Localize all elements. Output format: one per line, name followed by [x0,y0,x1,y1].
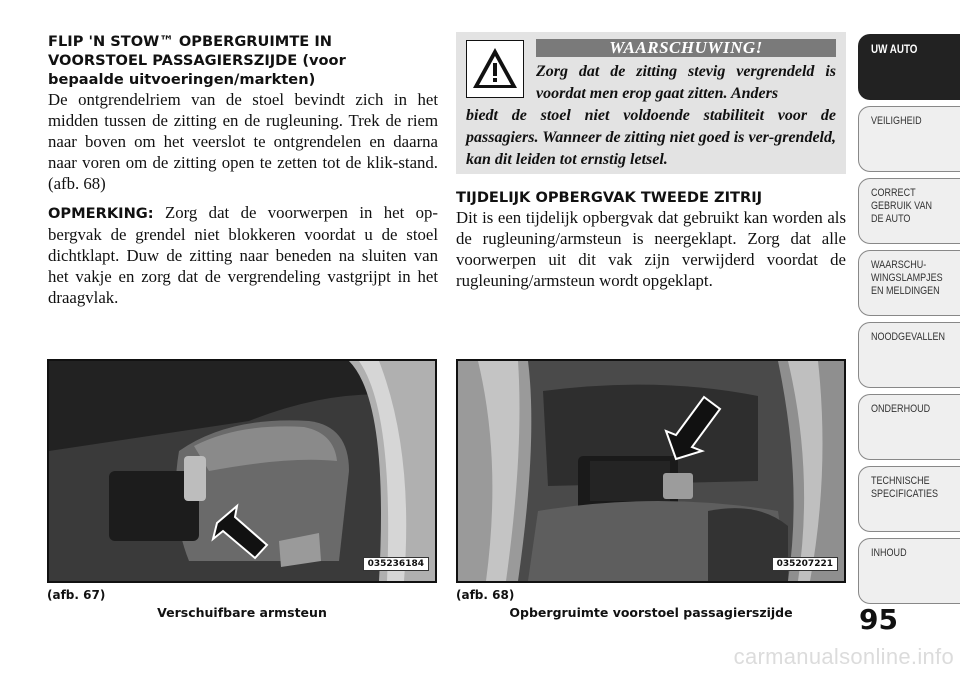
sidebar-tab-label: CORRECT GEBRUIK VAN DE AUTO [871,187,932,225]
note-paragraph [48,202,438,308]
right-column [456,32,846,291]
photo-code: 035236184 [363,557,429,571]
sidebar-tab-waarschuwingslampjes[interactable] [858,250,960,316]
sidebar-tab-label: UW AUTO [871,42,918,56]
sidebar-tab-correct-gebruik[interactable] [858,178,960,244]
warning-box [456,32,846,174]
figure-caption: Opbergruimte voorstoel passagierszijde [509,605,793,620]
armrest-photo-illustration [49,361,435,581]
heading-line: FLIP 'N STOW™ OPBERGRUIMTE IN [48,33,332,50]
sidebar-tab-label: ONDERHOUD [871,403,931,415]
left-column [48,32,438,308]
note-text: Zorg dat de voorwerpen in het op-bergvak de grendel niet blokkeren voordat u de stoel dichtklapt. Duw de zitting naar beneden na sluiten van het vakje en zorg dat de vergrendeling vastgrijpt in het draagvlak. [48,203,438,307]
chapter-sidebar [858,34,960,610]
sidebar-tab-onderhoud[interactable] [858,394,960,460]
sidebar-tab-noodgevallen[interactable] [858,322,960,388]
sidebar-tab-label: TECHNISCHE SPECIFICATIES [871,475,938,500]
watermark[interactable]: carmanualsonline.info [733,644,954,669]
sidebar-tab-inhoud[interactable] [858,538,960,604]
warning-text-indented: Zorg dat de zitting stevig vergrendeld is voordat men erop gaat zitten. Anders [536,63,836,102]
storage-bin-photo-illustration [458,361,844,581]
figure-number: (afb. 68) [456,588,515,602]
warning-text-rest: biedt de stoel niet voldoende stabiliteit voor de passagiers. Wanneer de zitting niet goed is ver-grendeld, kan dit leiden tot ernstig letsel. [466,107,836,168]
section-heading-second-row: TIJDELIJK OPBERGVAK TWEEDE ZITRIJ [456,189,763,206]
note-label: OPMERKING: [48,205,154,222]
body-paragraph: De ontgrendelriem van de stoel bevindt zich in het midden tussen de zitting en de rugleuning. Trek de riem naar boven om het veerslot te ontgrendelen en daarna naar voren om de zitting open te zetten tot de klik-stand. (afb. 68) [48,90,438,193]
heading-line: bepaalde uitvoeringen/markten) [48,71,316,88]
sidebar-tab-technische-specificaties[interactable] [858,466,960,532]
heading-line: VOORSTOEL PASSAGIERSZIJDE (voor [48,52,346,69]
sidebar-tab-uw-auto[interactable] [858,34,960,100]
photo-code: 035207221 [772,557,838,571]
body-paragraph: Dit is een tijdelijk opbergvak dat gebruikt kan worden als de rugleuning/armsteun is neergeklapt. Zorg dat alle voorwerpen uit dit vak zijn verwijderd voordat de rugleuning/armsteun wordt opgeklapt. [456,208,846,290]
second-row-storage-section [456,188,846,291]
figure-number: (afb. 67) [47,588,106,602]
sidebar-tab-label: VEILIGHEID [871,115,922,127]
warning-title: WAARSCHUWING! [536,39,836,57]
sidebar-tab-label: NOODGEVALLEN [871,331,946,343]
sidebar-tab-veiligheid[interactable] [858,106,960,172]
sidebar-tab-label: INHOUD [871,547,907,559]
warning-triangle-icon [466,40,524,98]
sidebar-tab-label: WAARSCHU- WINGSLAMPJES EN MELDINGEN [871,259,943,297]
figure-68-photo [456,359,846,583]
page-number: 95 [859,603,898,636]
figure-caption: Verschuifbare armsteun [157,605,327,620]
section-heading-flip-n-stow [48,32,438,89]
figure-67-photo [47,359,437,583]
